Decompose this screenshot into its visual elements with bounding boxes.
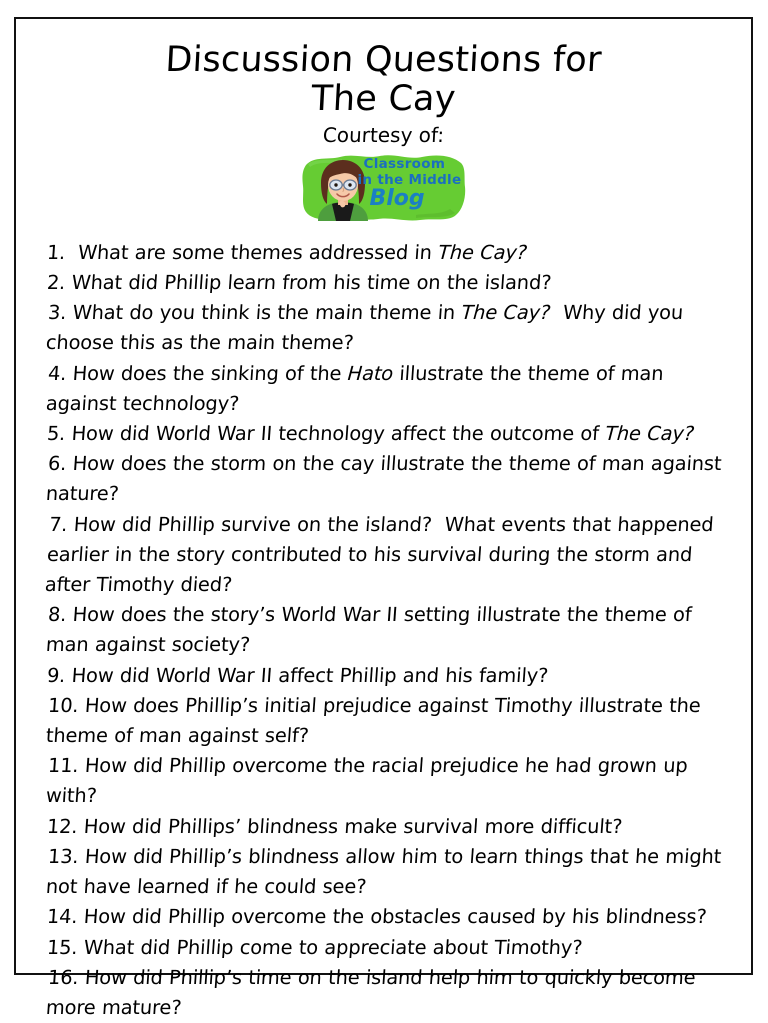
logo-line-in-the-middle: in the Middle [357,172,462,188]
question-item: 10. How does Phillip’s initial prejudice against Timothy illustrate the theme of man against self? [45,694,702,748]
logo-text-block [357,156,468,211]
page-title-line-2: The Cay [310,79,457,119]
classroom-in-the-middle-logo [300,151,468,225]
question-item: 9. How did World War II affect Phillip and his family? [46,663,549,687]
question-item: 6. How does the storm on the cay illustrate the theme of man against nature? [45,452,723,506]
question-item: 4. How does the sinking of the Hato illustrate the theme of man against technology? [45,361,665,416]
page-title-line-1: Discussion Questions for [164,40,603,80]
logo-line-blog: Blog [369,186,425,211]
question-item: 12. How did Phillips’ blindness make survival more difficult? [46,814,623,838]
question-item: 8. How does the story’s World War II setting illustrate the theme of man against society? [45,603,693,657]
question-item: 15. What did Phillip come to appreciate about Timothy? [46,935,584,959]
question-item: 2. What did Phillip learn from his time on the island? [46,271,553,295]
page-header [16,19,751,147]
logo-line-classroom: Classroom [363,156,446,172]
question-item: 13. How did Phillip’s blindness allow him to learn things that he might not have learned if he could see? [45,845,722,899]
question-item: 7. How did Phillip survive on the island? What events that happened earlier in the story contributed to his survival during the storm and after Timothy died? [44,512,715,597]
courtesy-label: Courtesy of: [322,123,445,147]
question-item: 3. What do you think is the main theme in The Cay? Why did you choose this as the main theme? [45,301,684,355]
question-item: 5. How did World War II technology affect the outcome of The Cay? [46,422,695,446]
questions-list [16,238,751,1023]
question-item: 1. What are some themes addressed in The Cay? [46,241,528,264]
question-item: 14. How did Phillip overcome the obstacles caused by his blindness? [46,905,708,929]
worksheet-page [14,17,753,1020]
question-item: 11. How did Phillip overcome the racial prejudice he had grown up with? [45,754,689,808]
logo-container [16,151,751,225]
question-item: 16. How did Phillip’s time on the island help him to quickly become more mature? [45,965,697,1020]
